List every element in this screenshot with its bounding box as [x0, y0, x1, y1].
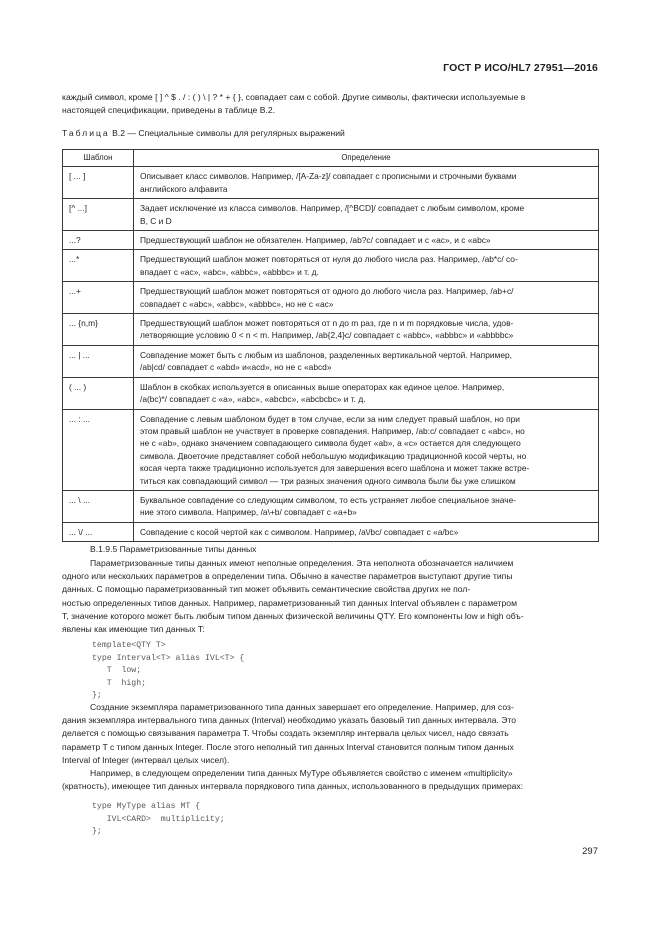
table-row — [63, 282, 599, 314]
pattern-cell: ...+ — [63, 282, 134, 314]
definition-cell — [134, 522, 599, 541]
pattern-cell: ... \/ ... — [63, 522, 134, 541]
definition-cell — [134, 345, 599, 377]
definition-line: английского алфавита — [140, 183, 228, 194]
pattern-cell: ...* — [63, 250, 134, 282]
text-line: явлены как имеющие тип данных T: — [62, 624, 205, 635]
table-row — [63, 314, 599, 346]
table-row — [63, 250, 599, 282]
definition-cell — [134, 490, 599, 522]
pattern-cell: [ ... ] — [63, 167, 134, 199]
text-line: настоящей спецификации, приведены в таблице В.2. — [62, 105, 275, 116]
table-row — [63, 231, 599, 250]
definition-line: этом правый шаблон не участвует в проверке совпадения. Например, /ab:c/ совпадает с «abc», но — [140, 425, 525, 436]
table-row — [63, 409, 599, 490]
text-line: T, значение которого может быть любым типом данных физической величины QTY. Его компоненты low и high объ- — [62, 610, 524, 621]
paragraph-parametrized-types — [62, 557, 599, 636]
table-caption — [62, 128, 345, 138]
pattern-cell: ( ... ) — [63, 377, 134, 409]
definition-line: /a(bc)*/ совпадает с «a», «abc», «abcbc», «abcbcbc» и т. д. — [140, 394, 366, 405]
text-line: одного или нескольких параметров в определении типа. Обычно в качестве параметров выступают другие типы — [62, 571, 513, 582]
definition-line: Совпадение может быть с любым из шаблонов, разделенных вертикальной чертой. Например, — [140, 349, 512, 360]
definition-cell — [134, 409, 599, 490]
intro-paragraph — [62, 91, 599, 117]
definition-line: титься как совпадающий символ — три разных значения одного символа были бы уже слишком — [140, 475, 516, 486]
code-block-interval — [92, 640, 244, 703]
definition-cell — [134, 282, 599, 314]
table-caption-label: Таблица — [62, 128, 110, 138]
pattern-cell: ... {n,m} — [63, 314, 134, 346]
text-line: (кратность), имеющее тип данных интервала порядкового типа данных, использованного в предыдущих примерах: — [62, 781, 524, 792]
table-caption-text: В.2 — Специальные символы для регулярных выражений — [112, 128, 345, 138]
table-row — [63, 490, 599, 522]
text-line: параметр T с типом данных Integer. После этого неполный тип данных Interval становится полным типом данных — [62, 741, 514, 752]
definition-line: ние этого символа. Например, /a\+b/ совпадает с «a+b» — [140, 507, 357, 518]
text-line: ностью определенных типов данных. Например, параметризованный тип данных Interval объявлен с параметром — [62, 597, 517, 608]
pattern-cell: ... | ... — [63, 345, 134, 377]
definition-line: Предшествующий шаблон может повторяться от одного до любого числа раз. Например, /ab+c/ — [140, 286, 514, 297]
column-header-definition: Определение — [134, 150, 599, 167]
text-line: данных. С помощью параметризованный тип может объявить семантические свойства других не пол- — [62, 584, 471, 595]
definition-line: Предшествующий шаблон не обязателен. Например, /ab?c/ совпадает и с «ac», и с «abc» — [140, 235, 491, 246]
code-line: type Interval<T> alias IVL<T> { — [92, 653, 245, 663]
definition-line: B, C и D — [140, 215, 172, 226]
page-number: 297 — [582, 846, 598, 857]
column-header-pattern: Шаблон — [63, 150, 134, 167]
definition-cell — [134, 167, 599, 199]
regex-special-chars-table — [62, 149, 599, 542]
text-line: Параметризованные типы данных имеют неполные определения. Эта неполнота обозначается наличием — [90, 558, 514, 568]
definition-line: Совпадение с косой чертой как с символом. Например, /a\/bc/ совпадает с «a/bc» — [140, 526, 459, 537]
text-line: дания экземпляра интервального типа данных (Interval) необходимо указать базовый тип данных интервала. Это — [62, 715, 517, 726]
text-line: Interval of Integer (интервал целых чисел). — [62, 754, 230, 765]
definition-cell — [134, 314, 599, 346]
pattern-cell: [^ ...] — [63, 199, 134, 231]
definition-line: косая черта также традиционно используется для завершения всего шаблона и может также встре- — [140, 463, 530, 474]
definition-cell — [134, 250, 599, 282]
definition-line: Описывает класс символов. Например, /[A-Za-z]/ совпадает с прописными и строчными буквами — [140, 171, 517, 182]
definition-line: Шаблон в скобках используется в описанных выше операторах как единое целое. Например, — [140, 381, 505, 392]
definition-line: символа. Двоеточие представляет собой небольшую модификацию традиционной косой черты, но — [140, 450, 527, 461]
code-line: type MyType alias MT { — [92, 802, 201, 811]
definition-line: впадает с «ac», «abc», «abbc», «abbbc» и т. д. — [140, 266, 319, 277]
definition-line: летворяющие условию 0 < n < m. Например, /ab{2,4}c/ совпадает с «abbc», «abbbc» и «abbbbc» — [140, 330, 514, 341]
code-line: IVL<CARD> multiplicity; — [92, 814, 225, 824]
code-line: T low; — [92, 666, 142, 676]
code-block-mytype — [92, 801, 225, 839]
table-row — [63, 522, 599, 541]
table-row — [63, 199, 599, 231]
definition-line: Задает исключение из класса символов. Например, /[^BCD]/ совпадает с любым символом, кроме — [140, 203, 525, 214]
paragraph-mytype-example — [62, 767, 599, 793]
definition-cell — [134, 377, 599, 409]
table-row — [63, 377, 599, 409]
definition-line: не с «ab», однако значением совпадающего символа будет «ab», а «c» остается для следующего — [140, 438, 521, 449]
definition-line: Буквальное совпадение со следующим символом, то есть устраняет любое специальное значе- — [140, 494, 517, 505]
code-line: template<QTY T> — [92, 641, 166, 650]
paragraph-instantiation — [62, 701, 599, 767]
definition-line: Совпадение с левым шаблоном будет в том случае, если за ним следует правый шаблон, но при — [140, 413, 520, 424]
text-line: Создание экземпляра параметризованного типа данных завершает его определение. Например, для соз- — [90, 702, 514, 712]
pattern-cell: ... : ... — [63, 409, 134, 490]
table-header-row — [63, 150, 599, 167]
definition-cell — [134, 199, 599, 231]
definition-line: Предшествующий шаблон может повторяться от нуля до любого числа раз. Например, /ab*c/ со- — [140, 254, 518, 265]
document-header: ГОСТ Р ИСО/HL7 27951—2016 — [443, 62, 598, 74]
definition-cell — [134, 231, 599, 250]
text-line: делается с помощью связывания параметра T. Чтобы создать экземпляр интервала целых чисел, надо связать — [62, 728, 509, 739]
code-line: T high; — [92, 678, 147, 688]
text-line: Например, в следующем определении типа данных MyType объявляется свойство с именем «multiplicity» — [90, 768, 513, 778]
definition-line: Предшествующий шаблон может повторяться от n до m раз, где n и m порядковые числа, удов- — [140, 318, 514, 329]
definition-line: совпадает с «abc», «abbc», «abbbc», но не с «ac» — [140, 298, 334, 309]
table-row — [63, 167, 599, 199]
text-line: каждый символ, кроме [ ] ^ $ . / : ( ) \ | ? * + { }, совпадает сам с собой. Другие символы, фактически используемые в — [62, 92, 526, 102]
code-line: }; — [92, 691, 102, 701]
table-row — [63, 345, 599, 377]
pattern-cell: ... \ ... — [63, 490, 134, 522]
section-heading: В.1.9.5 Параметризованные типы данных — [90, 544, 257, 554]
definition-line: /ab|cd/ совпадает с «abd» и«acd», но не с «abcd» — [140, 362, 332, 373]
section-heading-block — [62, 543, 599, 556]
code-line: }; — [92, 827, 102, 837]
pattern-cell: ...? — [63, 231, 134, 250]
